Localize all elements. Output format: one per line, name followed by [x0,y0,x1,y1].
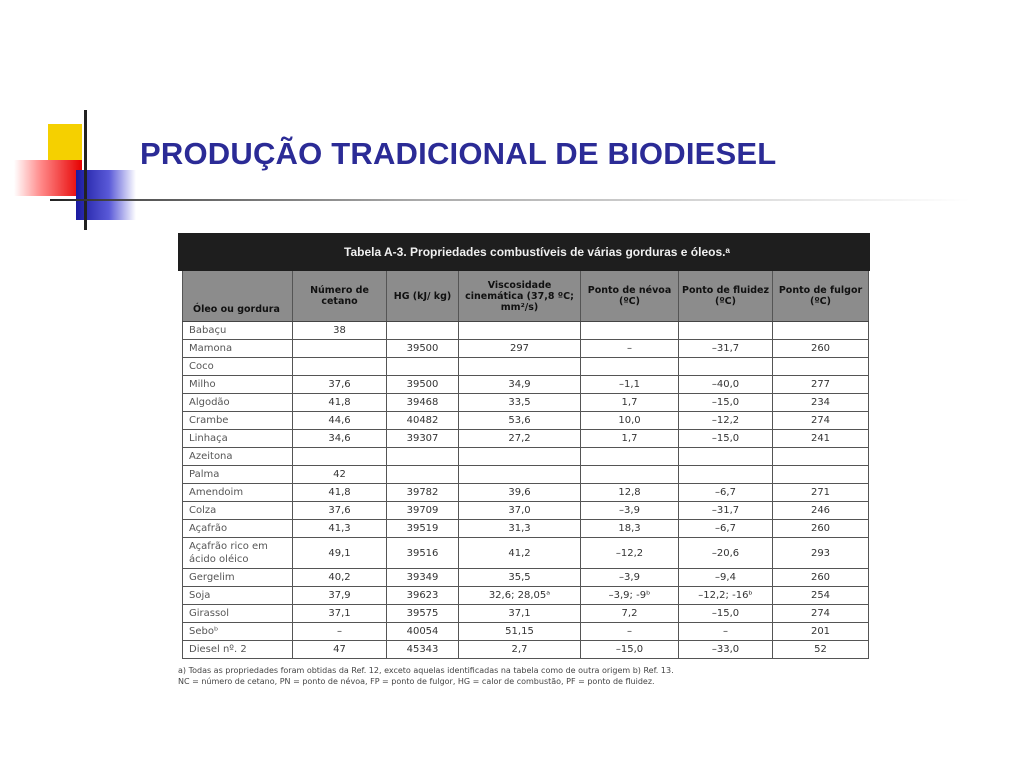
table-cell: 37,9 [293,587,387,605]
table-cell: 1,7 [581,430,679,448]
table-row [183,623,869,641]
table-cell: –12,2 [581,538,679,569]
table-cell: 40,2 [293,569,387,587]
table-row [183,538,869,569]
table-cell: 42 [293,466,387,484]
table-cell: 37,1 [293,605,387,623]
table-cell: 241 [773,430,869,448]
table-cell [773,448,869,466]
table-cell: –1,1 [581,376,679,394]
table-cell: 40054 [387,623,459,641]
table-cell: 271 [773,484,869,502]
table-cell: 37,6 [293,502,387,520]
table-cell: –6,7 [679,520,773,538]
table-footnotes [178,665,870,687]
row-label-cell: Gergelim [183,569,293,587]
decor-red-bar [14,160,82,196]
table-cell [293,340,387,358]
table-cell: –15,0 [679,605,773,623]
table-cell: –3,9 [581,569,679,587]
table-header-row [183,271,869,322]
table-cell: –20,6 [679,538,773,569]
table-cell [773,322,869,340]
table-cell: 39519 [387,520,459,538]
table-cell: 254 [773,587,869,605]
table-cell: 37,1 [459,605,581,623]
table-cell: 39782 [387,484,459,502]
row-label-cell: Palma [183,466,293,484]
table-cell: 18,3 [581,520,679,538]
table-row [183,466,869,484]
row-label-cell: Milho [183,376,293,394]
table-cell: 44,6 [293,412,387,430]
table-cell [459,448,581,466]
table-cell: 39349 [387,569,459,587]
table-cell: –12,2; -16ᵇ [679,587,773,605]
row-label-cell: Coco [183,358,293,376]
table-cell: 41,2 [459,538,581,569]
table-cell: –15,0 [679,430,773,448]
table-cell: –3,9; -9ᵇ [581,587,679,605]
table-cell: 38 [293,322,387,340]
row-label-cell: Diesel nº. 2 [183,641,293,659]
row-label-cell: Amendoim [183,484,293,502]
table-cell [459,322,581,340]
table-cell: 39575 [387,605,459,623]
row-label-cell: Colza [183,502,293,520]
table-row [183,430,869,448]
row-label-cell: Algodão [183,394,293,412]
column-header: Óleo ou gordura [183,271,293,322]
table-cell: – [581,340,679,358]
table-cell: 260 [773,569,869,587]
table-cell [679,358,773,376]
row-label-cell: Seboᵇ [183,623,293,641]
row-label-cell: Mamona [183,340,293,358]
row-label-cell: Babaçu [183,322,293,340]
table-cell [679,448,773,466]
table-cell [581,322,679,340]
table-cell: 34,9 [459,376,581,394]
table-row [183,569,869,587]
row-label-cell: Girassol [183,605,293,623]
decor-vertical-line [84,110,87,230]
table-cell: –31,7 [679,340,773,358]
table-cell [387,466,459,484]
table-cell: 39,6 [459,484,581,502]
table-row [183,322,869,340]
table-row [183,448,869,466]
table-cell: 51,15 [459,623,581,641]
table-row [183,605,869,623]
table-cell [459,358,581,376]
table-cell: –33,0 [679,641,773,659]
column-header: HG (kJ/ kg) [387,271,459,322]
table-cell: 246 [773,502,869,520]
table-cell: 33,5 [459,394,581,412]
table-cell: –9,4 [679,569,773,587]
table-cell: –15,0 [679,394,773,412]
table-cell: 27,2 [459,430,581,448]
table-cell: 274 [773,605,869,623]
table-cell [387,358,459,376]
table-cell [581,448,679,466]
table-cell: 1,7 [581,394,679,412]
table-cell [293,448,387,466]
table-cell: 277 [773,376,869,394]
table-row [183,394,869,412]
table-cell: –12,2 [679,412,773,430]
row-label-cell: Linhaça [183,430,293,448]
table-cell: 260 [773,340,869,358]
table-cell [387,448,459,466]
table-cell: 39500 [387,376,459,394]
table-cell: 41,8 [293,394,387,412]
table-cell: 39500 [387,340,459,358]
table-cell [293,358,387,376]
table-cell: 53,6 [459,412,581,430]
table-cell: 41,8 [293,484,387,502]
table-cell: 234 [773,394,869,412]
table-cell: 32,6; 28,05ᵃ [459,587,581,605]
table-cell: – [293,623,387,641]
table-row [183,641,869,659]
scanned-table-image [178,233,870,687]
table-cell: –15,0 [581,641,679,659]
table-cell: –31,7 [679,502,773,520]
table-cell: 41,3 [293,520,387,538]
table-row [183,412,869,430]
table-cell: 34,6 [293,430,387,448]
column-header: Ponto de fluidez (ºC) [679,271,773,322]
table-cell: 2,7 [459,641,581,659]
table-cell: 274 [773,412,869,430]
fuel-properties-table [182,271,869,659]
table-cell: 201 [773,623,869,641]
table-cell: –40,0 [679,376,773,394]
decor-horizontal-line [50,199,970,201]
slide-title: PRODUÇÃO TRADICIONAL DE BIODIESEL [140,136,777,171]
table-cell: 39307 [387,430,459,448]
column-header: Ponto de névoa (ºC) [581,271,679,322]
table-cell [679,466,773,484]
table-cell: 7,2 [581,605,679,623]
table-cell: – [581,623,679,641]
table-cell [773,358,869,376]
column-header: Ponto de fulgor (ºC) [773,271,869,322]
table-cell: 47 [293,641,387,659]
table-row [183,484,869,502]
table-cell: 37,0 [459,502,581,520]
table-cell: 52 [773,641,869,659]
table-cell: 10,0 [581,412,679,430]
table-cell [387,322,459,340]
table-cell: 293 [773,538,869,569]
table-cell: 37,6 [293,376,387,394]
footnote: a) Todas as propriedades foram obtidas da Ref. 12, exceto aquelas identificadas na tabela como de outra origem b) Ref. 13. [178,666,674,675]
table-cell: – [679,623,773,641]
table-cell [581,466,679,484]
row-label-cell: Açafrão rico em ácido oléico [183,538,293,569]
table-cell: 39709 [387,502,459,520]
table-row [183,340,869,358]
column-header: Número de cetano [293,271,387,322]
column-header: Viscosidade cinemática (37,8 ºC; mm²/s) [459,271,581,322]
table-cell [773,466,869,484]
table-cell: 39516 [387,538,459,569]
table-row [183,358,869,376]
row-label-cell: Crambe [183,412,293,430]
table-cell: –3,9 [581,502,679,520]
footnote: NC = número de cetano, PN = ponto de névoa, FP = ponto de fulgor, HG = calor de combustão, PF = ponto de fluidez. [178,677,655,686]
table-cell: 39468 [387,394,459,412]
table-row [183,520,869,538]
table-cell: 12,8 [581,484,679,502]
table-cell [679,322,773,340]
table-cell [581,358,679,376]
table-cell: 35,5 [459,569,581,587]
table-cell: 45343 [387,641,459,659]
table-row [183,376,869,394]
row-label-cell: Azeitona [183,448,293,466]
table-cell: 260 [773,520,869,538]
table-cell: 39623 [387,587,459,605]
table-cell: 297 [459,340,581,358]
table-row [183,587,869,605]
table-cell: 40482 [387,412,459,430]
table-caption: Tabela A-3. Propriedades combustíveis de várias gorduras e óleos.ᵃ [178,233,870,271]
table-cell: 49,1 [293,538,387,569]
table-cell: –6,7 [679,484,773,502]
row-label-cell: Açafrão [183,520,293,538]
table-cell [459,466,581,484]
table-cell: 31,3 [459,520,581,538]
table-row [183,502,869,520]
row-label-cell: Soja [183,587,293,605]
